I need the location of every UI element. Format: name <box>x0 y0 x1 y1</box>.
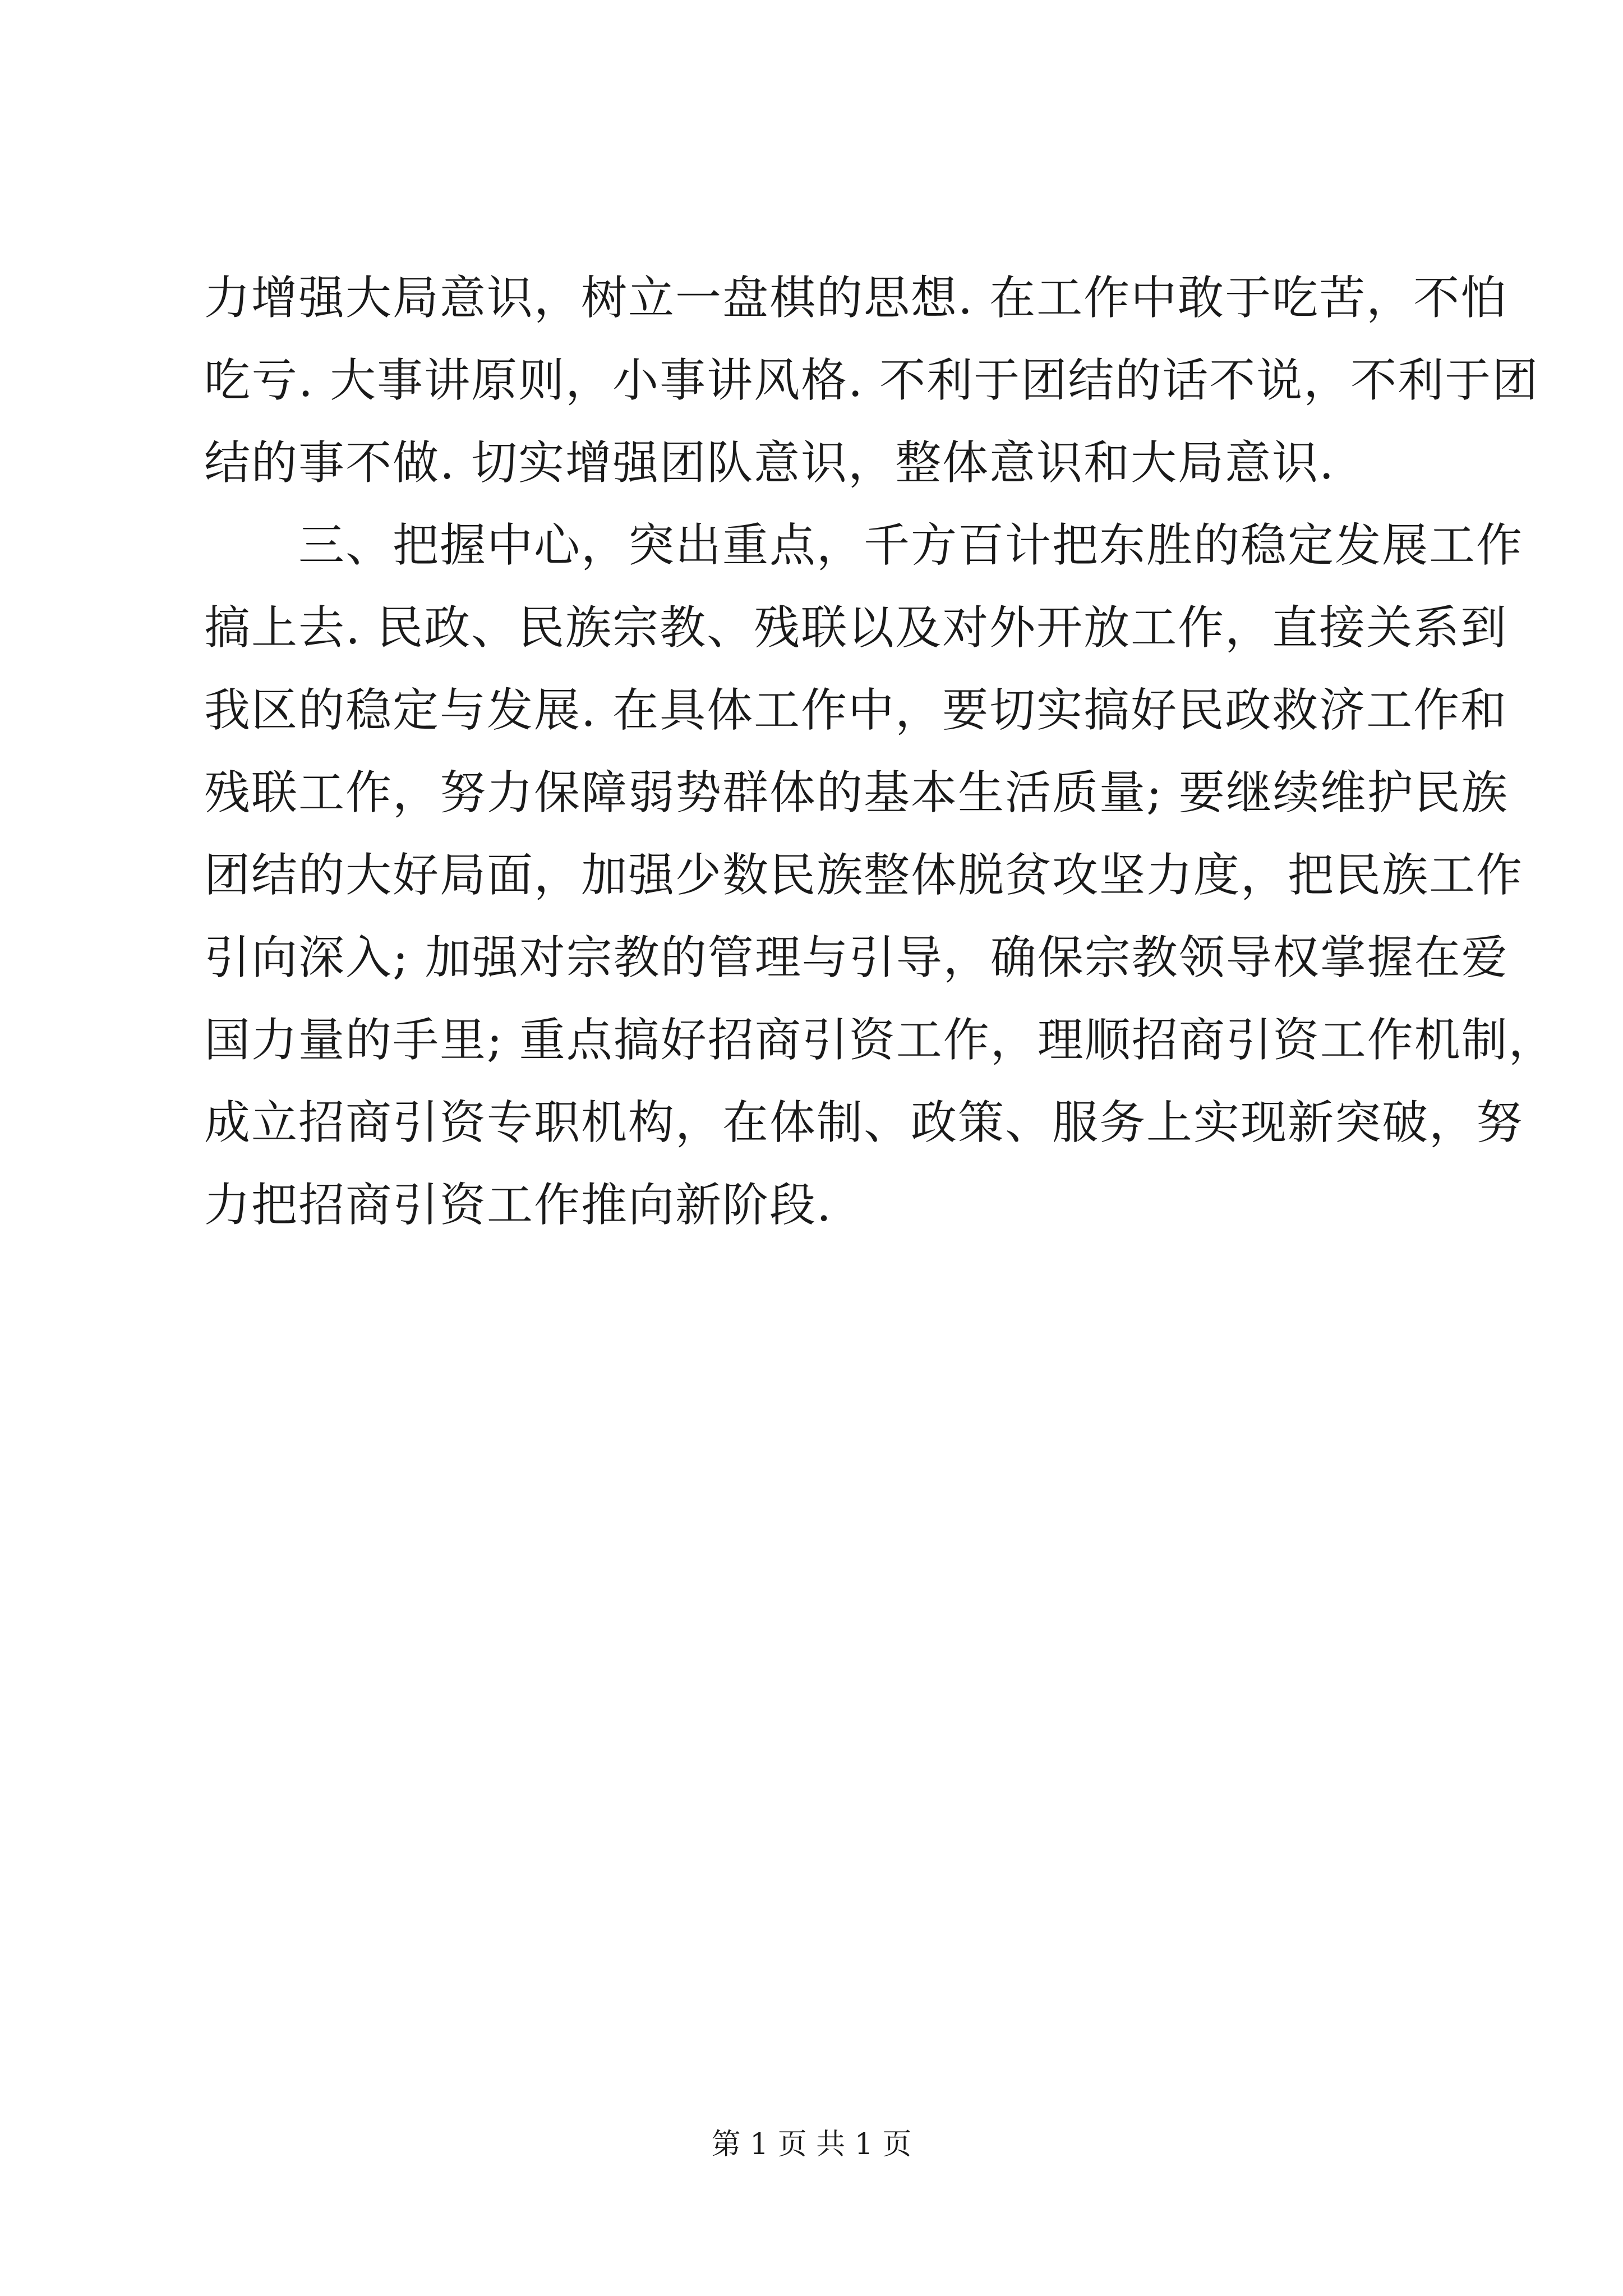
text-line: 吃亏. 大事讲原则，小事讲风格. 不利于团结的话不说，不利于团 <box>204 354 1539 407</box>
paragraph-2 <box>204 504 1556 1246</box>
text-line: 国力量的手里; 重点搞好招商引资工作，理顺招商引资工作机制， <box>204 1014 1556 1067</box>
paragraph-1 <box>204 257 1539 504</box>
text-line: 搞上去. 民政、民族宗教、残联以及对外开放工作，直接关系到 <box>204 601 1508 655</box>
text-line: 残联工作，努力保障弱势群体的基本生活质量; 要继续维护民族 <box>204 766 1509 820</box>
text-line: 力把招商引资工作推向新阶段. <box>204 1179 833 1232</box>
document-body <box>204 257 1556 1246</box>
text-line: 三、把握中心，突出重点，千方百计把东胜的稳定发展工作 <box>204 519 1524 572</box>
text-line: 我区的稳定与发展. 在具体工作中，要切实搞好民政救济工作和 <box>204 684 1508 737</box>
text-line: 团结的大好局面，加强少数民族整体脱贫攻坚力度，把民族工作 <box>204 849 1524 902</box>
page-number-footer: 第 1 页 共 1 页 <box>711 2128 912 2161</box>
text-line: 成立招商引资专职机构，在体制、政策、服务上实现新突破，努 <box>204 1096 1524 1149</box>
text-line: 结的事不做. 切实增强团队意识，整体意识和大局意识. <box>204 436 1335 490</box>
text-line: 力增强大局意识，树立一盘棋的思想. 在工作中敢于吃苦，不怕 <box>204 272 1508 325</box>
text-line: 引向深入; 加强对宗教的管理与引导，确保宗教领导权掌握在爱 <box>204 931 1509 984</box>
